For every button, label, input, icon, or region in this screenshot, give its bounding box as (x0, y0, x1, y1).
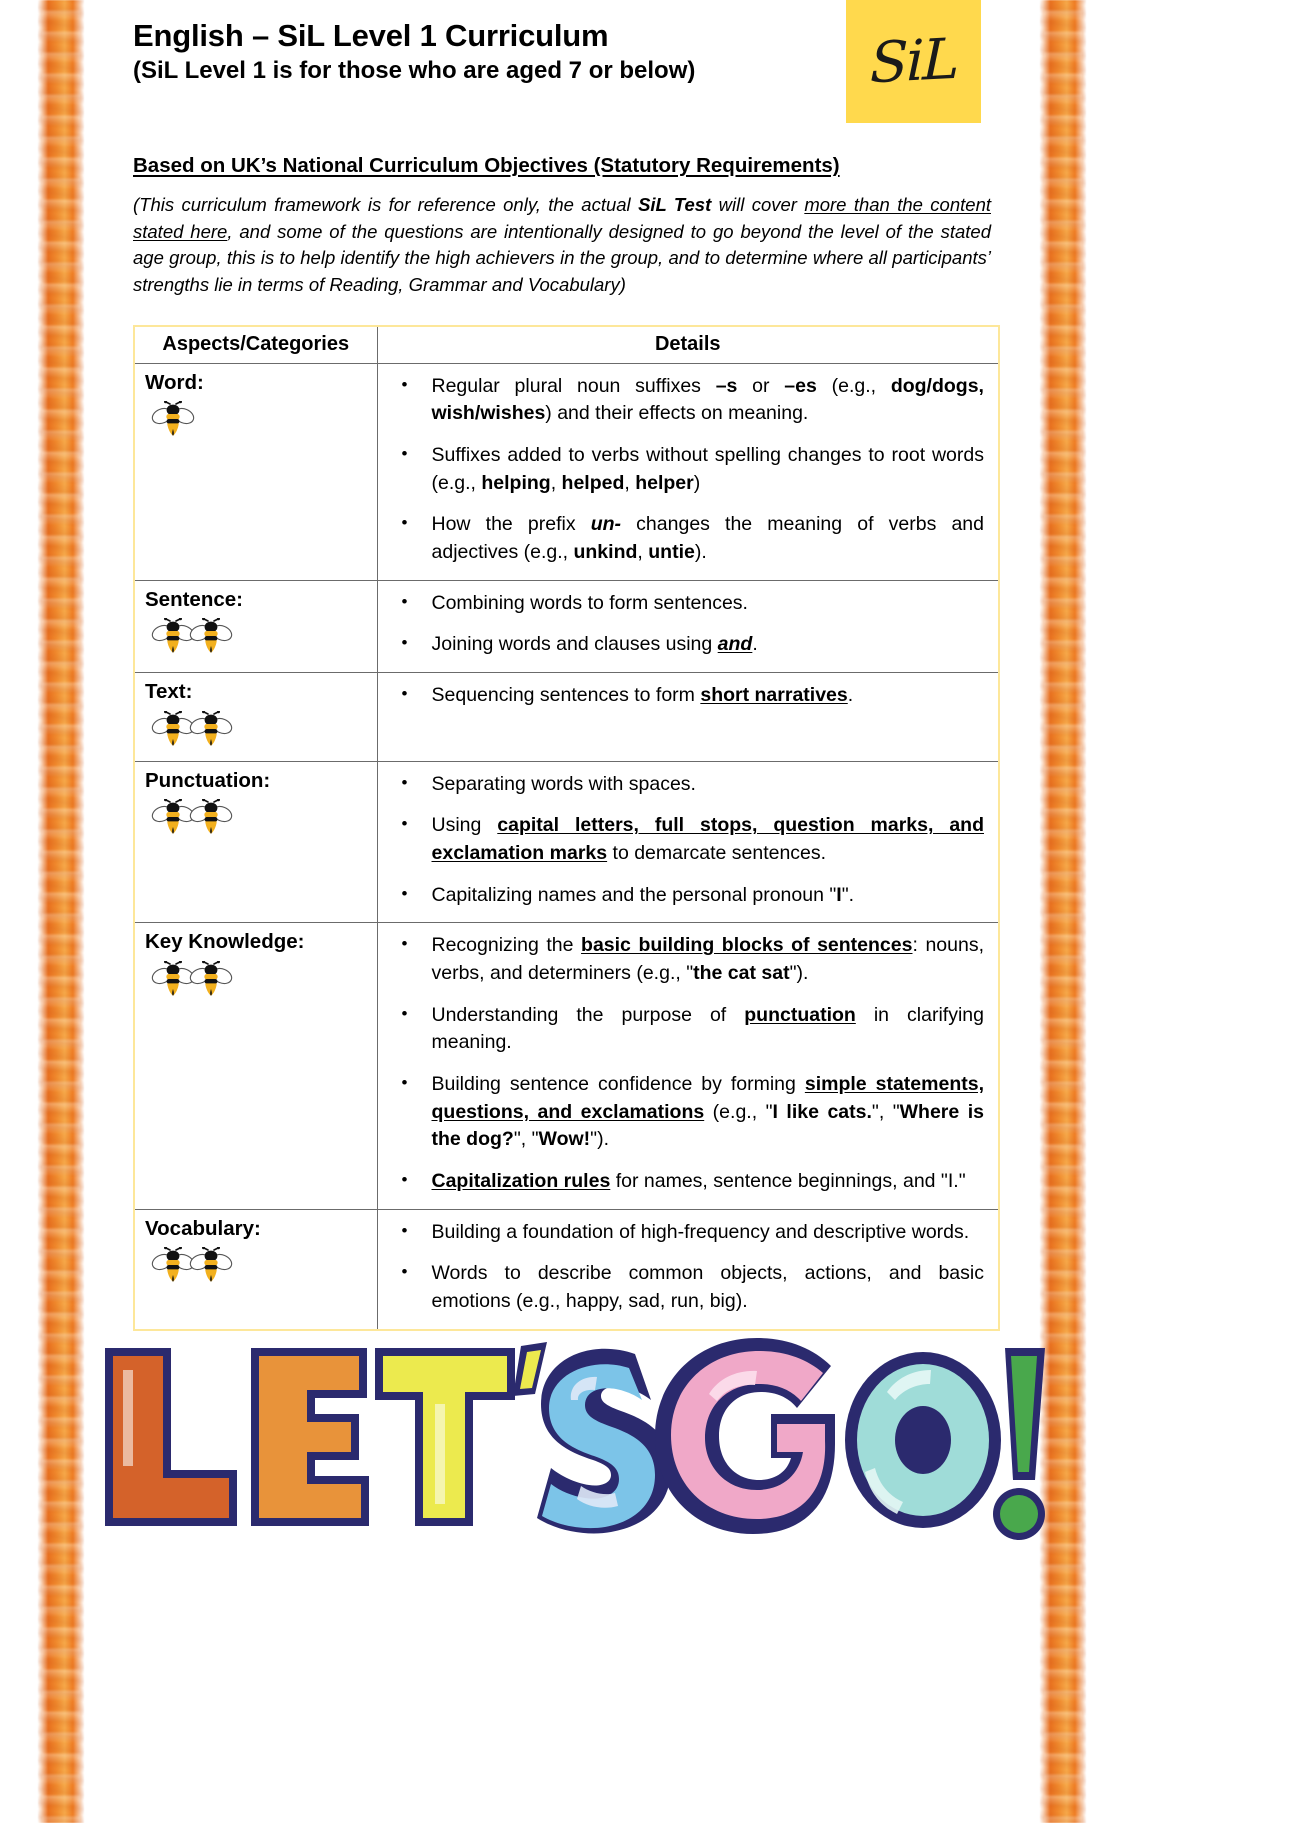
bee-icon (189, 1247, 227, 1287)
body-text: Combining words to form sentences. (431, 591, 748, 614)
category-label: Vocabulary: (145, 1216, 261, 1240)
category-cell (134, 580, 377, 672)
detail-bullet (386, 1260, 985, 1315)
detail-bullet (386, 442, 985, 497)
category-cell (134, 1209, 377, 1330)
page-title: English – SiL Level 1 Curriculum (133, 18, 609, 53)
detail-bullet (386, 1219, 985, 1247)
body-text: ) (693, 471, 701, 494)
table-header-row (134, 326, 999, 364)
details-cell (377, 761, 999, 923)
emphasis-text: Wow! (538, 1128, 591, 1151)
body-text: (e.g., (816, 374, 891, 397)
body-text: for names, sentence beginnings, and "I." (610, 1170, 966, 1193)
details-cell (377, 580, 999, 672)
detail-bullet-list (386, 771, 985, 910)
category-label: Sentence: (145, 587, 243, 611)
bee-icon (189, 618, 227, 658)
reference-note (133, 192, 991, 299)
detail-bullet (386, 1071, 985, 1154)
body-text: ", " (513, 1128, 539, 1151)
detail-bullet (386, 812, 985, 867)
table-row (134, 1209, 999, 1330)
emphasis-text: the cat sat (693, 961, 790, 984)
body-text: Capitalizing names and the personal pronoun " (431, 883, 837, 906)
banner-letter-E (251, 1348, 369, 1526)
category-label: Text: (145, 680, 193, 703)
body-text: , (550, 471, 562, 494)
bee-icon (151, 961, 189, 1001)
bee-rating (145, 961, 371, 1001)
emphasis-text: helping (481, 471, 551, 494)
emphasis-text: helper (635, 471, 694, 494)
detail-bullet (386, 932, 985, 987)
note-part-5: , and some of the questions are intentionally designed to go beyond the level of the stated age group, this is to help identify the high achievers in the group, and to determine where all participants’ strengths lie in terms of Reading, Grammar and Vocabulary) (133, 220, 991, 295)
body-text: Words to describe common objects, actions, and basic emotions (e.g., happy, sad, run, big). (431, 1262, 984, 1313)
banner-letter-G (655, 1338, 835, 1534)
detail-bullet (386, 1168, 985, 1196)
body-text: , (624, 471, 636, 494)
emphasis-text: dog/dogs, wish/wishes (431, 374, 984, 425)
bee-rating (145, 618, 371, 658)
details-cell (377, 363, 999, 580)
emphasis-text: basic building blocks of sentences (581, 934, 913, 957)
lets-go-banner (75, 1318, 1045, 1568)
sil-logo-text: SiL (869, 26, 958, 97)
page-subtitle: (SiL Level 1 is for those who are aged 7 or below) (133, 56, 696, 84)
emphasis-text: helped (561, 471, 625, 494)
emphasis-text: and (717, 633, 753, 656)
bee-rating (145, 711, 371, 751)
body-text: : nouns, verbs, and determiners (e.g., " (431, 934, 984, 984)
category-label: Key Knowledge: (145, 930, 305, 954)
emphasis-text: unkind (573, 540, 638, 563)
emphasis-text: capital letters, full stops, question marks, and exclamation marks (431, 814, 984, 864)
emphasis-text: punctuation (744, 1003, 856, 1026)
body-text: Sequencing sentences to form (431, 684, 701, 706)
bee-icon (151, 711, 189, 751)
table-row (134, 580, 999, 672)
detail-bullet (386, 1002, 985, 1057)
body-text: Recognizing the (431, 934, 582, 957)
detail-bullet (386, 771, 985, 799)
details-cell (377, 923, 999, 1210)
body-text: (e.g., " (704, 1100, 773, 1123)
detail-bullet (386, 511, 985, 566)
note-part-1: (This curriculum framework is for reference only, the actual (133, 194, 639, 215)
bee-icon (151, 799, 189, 839)
note-part-3: will cover (711, 194, 805, 215)
body-text: ", " (871, 1100, 900, 1123)
detail-bullet (386, 373, 985, 428)
body-text: ) and their effects on meaning. (545, 402, 809, 425)
note-underlined-clause: more than the content stated here (133, 194, 991, 242)
detail-bullet-list (386, 1219, 985, 1316)
banner-letter-L (105, 1348, 237, 1526)
bee-icon (151, 1247, 189, 1287)
bee-rating (145, 1247, 371, 1287)
banner-letter-O (845, 1352, 1001, 1528)
bee-icon (189, 799, 227, 839)
curriculum-table (133, 325, 1000, 1331)
table-row (134, 363, 999, 580)
document-header (133, 18, 1005, 118)
category-label: Word: (145, 370, 204, 394)
decorative-right-border (1040, 0, 1086, 1823)
emphasis-text: Where is the dog? (431, 1100, 984, 1151)
banner-letter-T (375, 1348, 515, 1526)
table-row (134, 673, 999, 762)
banner-apostrophe (513, 1342, 547, 1396)
body-text: Suffixes added to verbs without spelling changes to root words (e.g., (431, 443, 984, 494)
details-cell (377, 673, 999, 762)
body-text: Building sentence confidence by forming (431, 1073, 805, 1096)
body-text: Understanding the purpose of (431, 1003, 745, 1026)
document-content (133, 18, 1005, 1331)
emphasis-text: simple statements, questions, and exclamations (431, 1073, 984, 1123)
bee-icon (189, 711, 227, 751)
body-text: How the prefix (431, 513, 591, 536)
emphasis-text: Capitalization rules (431, 1170, 611, 1193)
bee-rating (145, 799, 371, 839)
body-text: Separating words with spaces. (431, 772, 696, 795)
body-text: Regular plural noun suffixes (431, 374, 716, 397)
body-text: "). (590, 1128, 609, 1151)
category-cell (134, 923, 377, 1210)
table-head (134, 326, 999, 364)
detail-bullet-list (386, 373, 985, 567)
body-text: to demarcate sentences. (607, 841, 827, 864)
note-sil-test: SiL Test (638, 194, 712, 215)
detail-bullet (386, 631, 985, 659)
bee-icon (189, 961, 227, 1001)
body-text: . (847, 684, 854, 706)
body-text: Joining words and clauses using (431, 633, 718, 656)
detail-bullet-list (386, 590, 985, 659)
body-text: changes the meaning of verbs and adjectives (e.g., (431, 513, 984, 563)
detail-bullet (386, 590, 985, 618)
emphasis-text: un- (590, 513, 622, 536)
detail-bullet (386, 882, 985, 910)
body-text: ). (694, 540, 707, 563)
body-text: in clarifying meaning. (431, 1003, 984, 1054)
emphasis-text: I like cats. (772, 1100, 872, 1123)
based-on-heading: Based on UK’s National Curriculum Objectives (Statutory Requirements) (133, 154, 840, 177)
bee-rating (145, 401, 371, 441)
table-body (134, 363, 999, 1330)
body-text: "). (789, 961, 809, 984)
table-row (134, 923, 999, 1210)
emphasis-text: untie (648, 540, 695, 563)
category-cell (134, 673, 377, 762)
body-text: Building a foundation of high-frequency and descriptive words. (431, 1220, 970, 1243)
category-label: Punctuation: (145, 768, 271, 792)
category-cell (134, 363, 377, 580)
banner-letter-S (537, 1349, 671, 1534)
category-cell (134, 761, 377, 923)
bee-icon (151, 401, 189, 441)
emphasis-text: –s (715, 374, 738, 397)
details-cell (377, 1209, 999, 1330)
column-header-details: Details (377, 326, 999, 364)
sil-logo (846, 0, 981, 123)
detail-bullet (386, 682, 985, 710)
column-header-aspects: Aspects/Categories (134, 326, 377, 364)
body-text: Using (431, 814, 498, 837)
body-text: . (752, 633, 758, 656)
table-row (134, 761, 999, 923)
emphasis-text: –es (784, 374, 817, 397)
emphasis-text: I (836, 883, 842, 906)
body-text: ". (841, 883, 855, 906)
bee-icon (151, 618, 189, 658)
emphasis-text: short narratives (700, 684, 848, 706)
body-text: , (637, 540, 649, 563)
detail-bullet-list (386, 682, 985, 710)
detail-bullet-list (386, 932, 985, 1196)
body-text: or (737, 374, 785, 397)
